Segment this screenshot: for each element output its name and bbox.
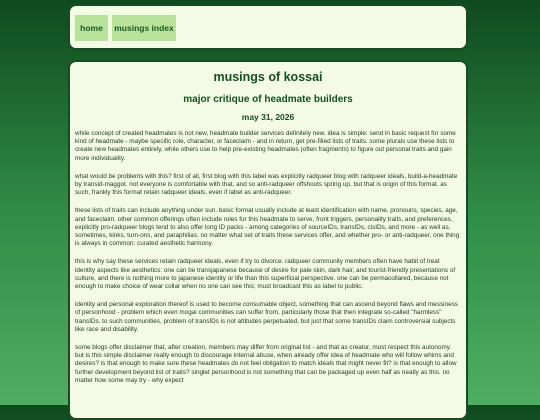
post-body: [75, 130, 460, 395]
post-title: major critique of headmate builders: [183, 94, 353, 105]
post-container: [68, 60, 468, 420]
post-paragraph: while concept of created headmates is not new, headmate builder services definitely new. idea is simple: send in basic request for some kind of headmate - maybe specific role, character, or faceclaim - and in return, get pre-filled lists of traits. some plurals use these lists to create new headmates entirely, while others use to help pre-existing headmates (often fragments) to figure out personal traits and gain more individuality.: [75, 130, 456, 162]
top-nav: [68, 4, 468, 50]
site-title: musings of kossai: [213, 70, 323, 84]
post-paragraph: this is why say these services retain radqueer ideals, even if try to divorce. radqueer community members often have habit of treat identity aspects like aesthetics: one can be transjapanese because of desire for pale skin, dark hair, and tourist-friendly presentations of culture, and there is nothing more to japanese identity or life than this superficial perspective. one can be permacollared, because not enough to make choice of wear collar when no one can see this; must broadcast this as label to public.: [75, 258, 456, 291]
post-paragraph: these lists of traits can include anything under sun. basic format usually include at least identification with name, pronouns, species, age, and faceclaim. other common offerings often include roles for this headmate to serve, front triggers, personality traits, and preferences. explicitly pro-radqueer blogs tend to also offer long ID packs - among categories of sourceIDs, transIDs, cisIDs, and more - as well as, sometimes, kinks, turn-ons, and paraphilias. no matter what set of traits these services offer, and whether pro- or anti-radqueer, one thing is always in common: curated aesthetic harmony.: [75, 207, 460, 248]
post-paragraph: what would be problems with this? first of all, first blog with this label was explicitly radqueer blog with radqueer ideals, build-a-headmate by transid-maggot. not everyone is comfortable with that, and so anti-radqueer offshoots spring up, but that is origin of this format. as such, frankly this format retain radqueer ideals, even if label as anti-radqueer.: [75, 172, 458, 197]
post-date: may 31, 2026: [241, 112, 295, 122]
post-paragraph: identity and personal exploration thereof is used to become consumable object, something that can ascend beyond flaws and messiness of personhood - problem which even mogai communities can suffer from, particularly those that then integrate so-called "harmless" transIDs. to such communities, problem of transIDs is not attitudes perpetuated, but just that some transIDs claim controversial subjects like race and disability.: [75, 301, 458, 333]
nav-musings-index-button[interactable]: musings index: [112, 15, 176, 41]
nav-home-button[interactable]: home: [75, 15, 108, 41]
post-paragraph: some blogs offer disclaimer that, after creation, members may differ from original list - and that as creator, must respect this autonomy. but is this simple disclaimer really enough to discourage internal abuse, when already offer idea of headmate who will follow whims and desires? is that enough to make sure these headmates do not feel obligation to match ideals that might never fit? is that enough to allow further development beyond list of traits? singlet personhood is not something that can be packaged up even half as neatly as this. no matter how some may try - why expect: [75, 344, 457, 384]
